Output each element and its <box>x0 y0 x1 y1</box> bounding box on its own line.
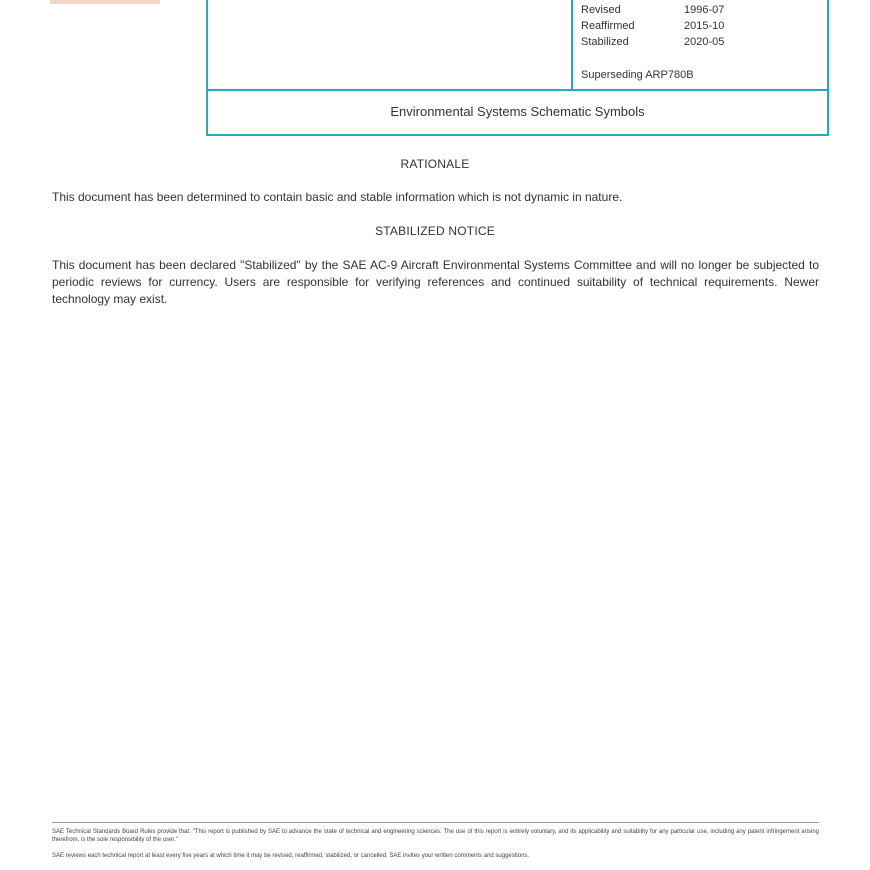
revision-row <box>581 18 724 34</box>
footer-review-note: SAE reviews each technical report at least every five years at which time it may be revised, reaffirmed, stabilized, or cancelled. SAE invites your written comments and suggestions. <box>52 853 530 859</box>
revision-dates-table <box>581 2 724 50</box>
document-header-box <box>206 0 829 136</box>
publisher-logo-strip <box>50 0 160 4</box>
revised-label: Revised <box>581 4 621 16</box>
header-divider <box>571 0 573 89</box>
stabilized-notice-text: This document has been declared "Stabilized" by the SAE AC-9 Aircraft Environmental Systems Committee and will no longer be subjected to periodic reviews for currency. Users are responsible for verifying references and continued suitability of technical requirements. Newer technology may exist. <box>52 258 819 306</box>
rationale-text: This document has been determined to contain basic and stable information which is not dynamic in nature. <box>52 190 623 204</box>
stabilized-date: 2020-05 <box>684 36 725 48</box>
reaffirmed-label: Reaffirmed <box>581 20 635 32</box>
footer-disclaimer: SAE Technical Standards Board Rules provide that: "This report is published by SAE to advance the state of technical and engineering sciences. The use of this report is entirely voluntary, and its applicability and suitability for any particular use, including any patent infringement arising therefrom, is the sole responsibility of the user." <box>52 829 819 843</box>
revised-date: 1996-07 <box>684 4 725 16</box>
rationale-heading: RATIONALE <box>400 157 470 171</box>
stabilized-notice-heading: STABILIZED NOTICE <box>375 224 495 238</box>
document-title: Environmental Systems Schematic Symbols <box>390 104 645 119</box>
header-info-row <box>208 0 827 91</box>
footer-divider <box>52 822 819 823</box>
revision-row <box>581 2 724 18</box>
stabilized-label: Stabilized <box>581 36 629 48</box>
superseding-note: Superseding ARP780B <box>581 69 694 81</box>
reaffirmed-date: 2015-10 <box>684 20 725 32</box>
revision-row <box>581 34 724 50</box>
